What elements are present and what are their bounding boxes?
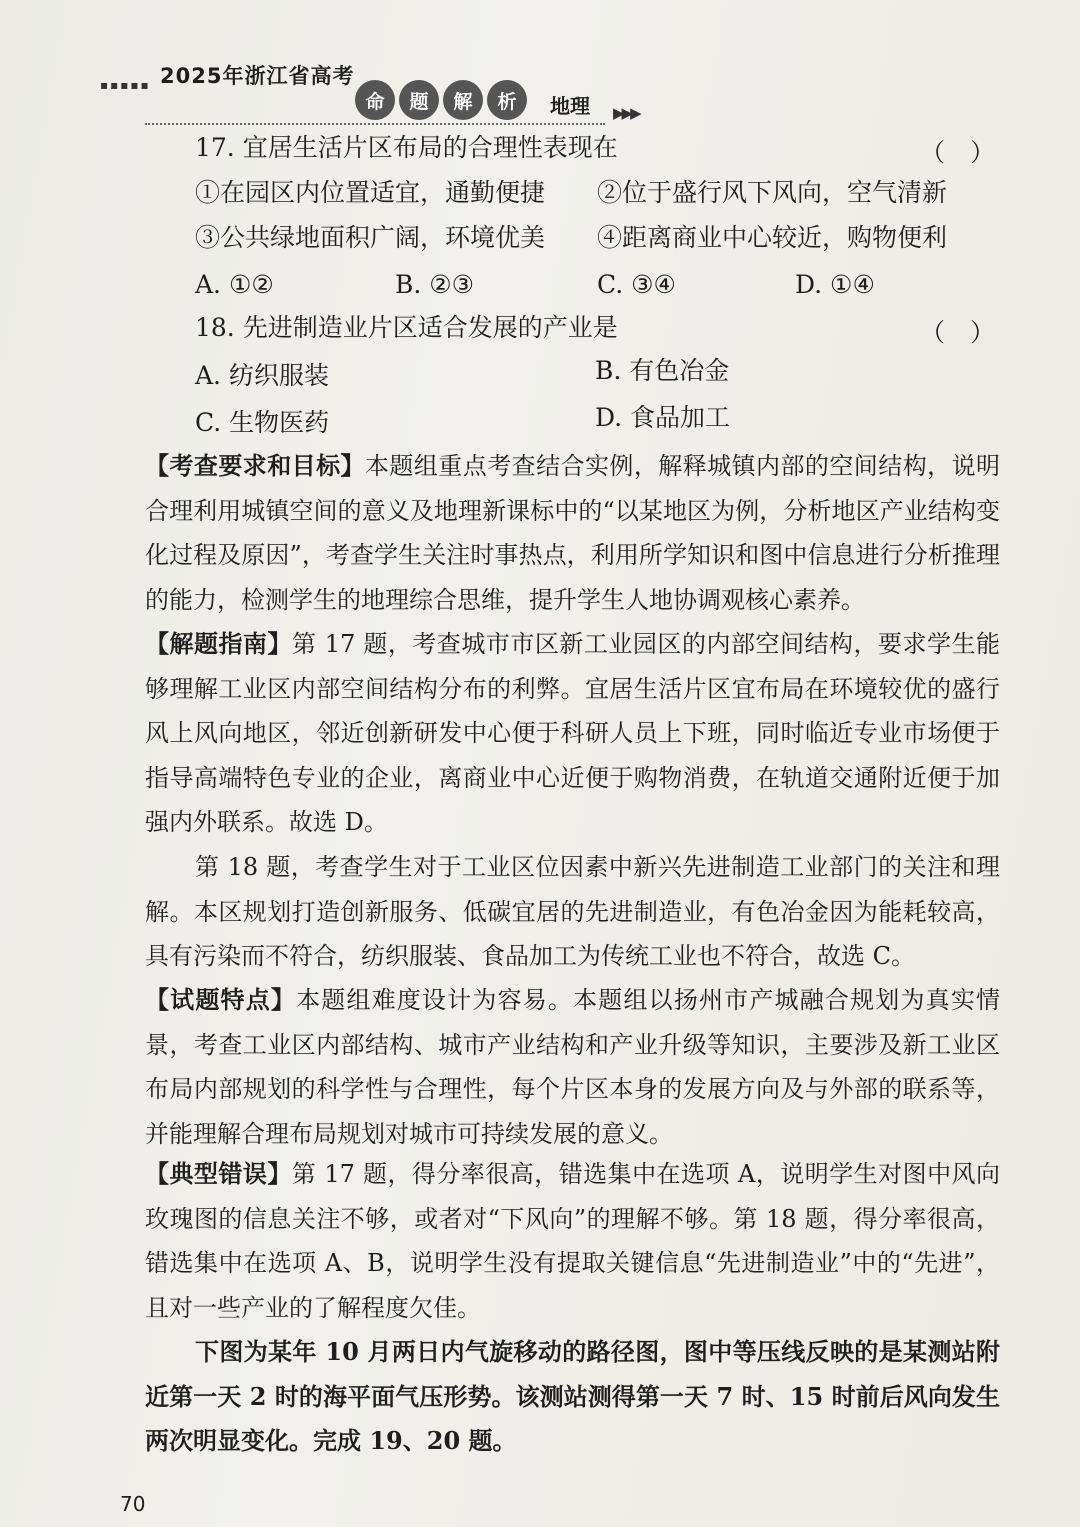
question-18-choice-b: B. 有色冶金 bbox=[595, 356, 730, 385]
requirements-text: 本题组重点考查结合实例，解释城镇内部的空间结构，说明合理利用城镇空间的意义及地理新课标中的“以某地区为例，分析地区产业结构变化过程及原因”，考查学生关注时事热点，利用所学知识和图中信息进行分析推理的能力，检测学生的地理综合思维，提升学生人地协调观核心素养。 bbox=[145, 452, 1001, 614]
header-dotted-rule bbox=[145, 123, 605, 125]
question-18-answer-paren: （ ） bbox=[920, 318, 996, 347]
intro-19-20-text: 下图为某年 10 月两日内气旋移动的路径图，图中等压线反映的是某测站附近第一天 2 时的海平面气压形势。该测站测得第一天 7 时、15 时前后风向发生两次明显变化。完成 19、20 题。 bbox=[145, 1337, 1000, 1455]
feature-text: 本题组难度设计为容易。本题组以扬州市产城融合规划为真实情景，考查工业区内部结构、城市产业结构和产业升级等知识，主要涉及新工业区布局内部规划的科学性与合理性，每个片区本身的发展方向及与外部的联系等，并能理解合理布局规划对城市可持续发展的意义。 bbox=[145, 986, 1001, 1148]
question-18-choice-c: C. 生物医药 bbox=[195, 408, 330, 437]
question-17-choice-d: D. ①④ bbox=[795, 270, 875, 299]
question-18-choice-d: D. 食品加工 bbox=[595, 403, 731, 432]
question-17-statement-3: ③公共绿地面积广阔，环境优美 bbox=[195, 223, 546, 252]
header-circle-char: 命 bbox=[355, 80, 395, 120]
feature-label: 【试题特点】 bbox=[145, 985, 297, 1014]
question-18-stem: 18. 先进制造业片区适合发展的产业是 bbox=[195, 313, 618, 342]
guide-text: 第 17 题，考查城市市区新工业园区的内部空间结构，要求学生能够理解工业区内部空间结构分布的利弊。宜居生活片区宜布局在环境较优的盛行风上风向地区，邻近创新研发中心便于科研人员上下班，同时临近专业市场便于指导高端特色专业的企业，离商业中心近便于购物消费，在轨道交通附近便于加强内外联系。故选 D。 bbox=[145, 630, 1001, 836]
question-17-stem: 17. 宜居生活片区布局的合理性表现在 bbox=[195, 133, 618, 162]
question-17-choice-b: B. ②③ bbox=[395, 270, 475, 299]
header-circle-char: 题 bbox=[399, 80, 439, 120]
guide-label: 【解题指南】 bbox=[145, 629, 293, 658]
header-title: 2025年浙江省高考 bbox=[160, 64, 355, 88]
header-circle-group bbox=[355, 80, 527, 120]
guide-text-2: 第 18 题，考查学生对于工业区位因素中新兴先进制造工业部门的关注和理解。本区规划打造创新服务、低碳宜居的先进制造业，有色冶金因为能耗较高，具有污染而不符合，纺织服装、食品加工为传统工业也不符合，故选 C。 bbox=[145, 853, 1000, 970]
question-17-statement-1: ①在园区内位置适宜，通勤便捷 bbox=[195, 178, 546, 207]
header-circle-char: 解 bbox=[443, 80, 483, 120]
question-17-statement-4: ④距离商业中心较近，购物便利 bbox=[597, 223, 948, 252]
question-18-choice-a: A. 纺织服装 bbox=[195, 361, 329, 390]
errors-paragraph bbox=[145, 1152, 1000, 1330]
requirements-label: 【考查要求和目标】 bbox=[145, 451, 365, 480]
question-17-choice-a: A. ①② bbox=[195, 270, 274, 299]
intro-19-20-paragraph bbox=[145, 1330, 1000, 1464]
guide-paragraph bbox=[145, 622, 1000, 845]
header-dots: ▪▪▪▪▪ bbox=[100, 78, 151, 92]
header-circle-char: 析 bbox=[487, 80, 527, 120]
errors-label: 【典型错误】 bbox=[145, 1159, 292, 1188]
page-number: 70 bbox=[120, 1492, 146, 1516]
errors-text: 第 17 题，得分率很高，错选集中在选项 A，说明学生对图中风向玫瑰图的信息关注不够，或者对“下风向”的理解不够。第 18 题，得分率很高，错选集中在选项 A、B，说明学生没有提取关键信息“先进制造业”中的“先进”，且对一些产业的了解程度欠佳。 bbox=[145, 1160, 1001, 1322]
question-17-statement-2: ②位于盛行风下风向，空气清新 bbox=[597, 178, 948, 207]
question-17-choice-c: C. ③④ bbox=[597, 270, 676, 299]
header-arrows-icon: ▶▶▶ bbox=[613, 104, 639, 122]
page-header bbox=[0, 40, 1080, 122]
requirements-paragraph bbox=[145, 444, 1000, 622]
guide-paragraph-2 bbox=[145, 845, 1000, 979]
header-subject: 地理 bbox=[550, 94, 590, 118]
question-17-answer-paren: （ ） bbox=[920, 138, 996, 167]
feature-paragraph bbox=[145, 978, 1000, 1156]
